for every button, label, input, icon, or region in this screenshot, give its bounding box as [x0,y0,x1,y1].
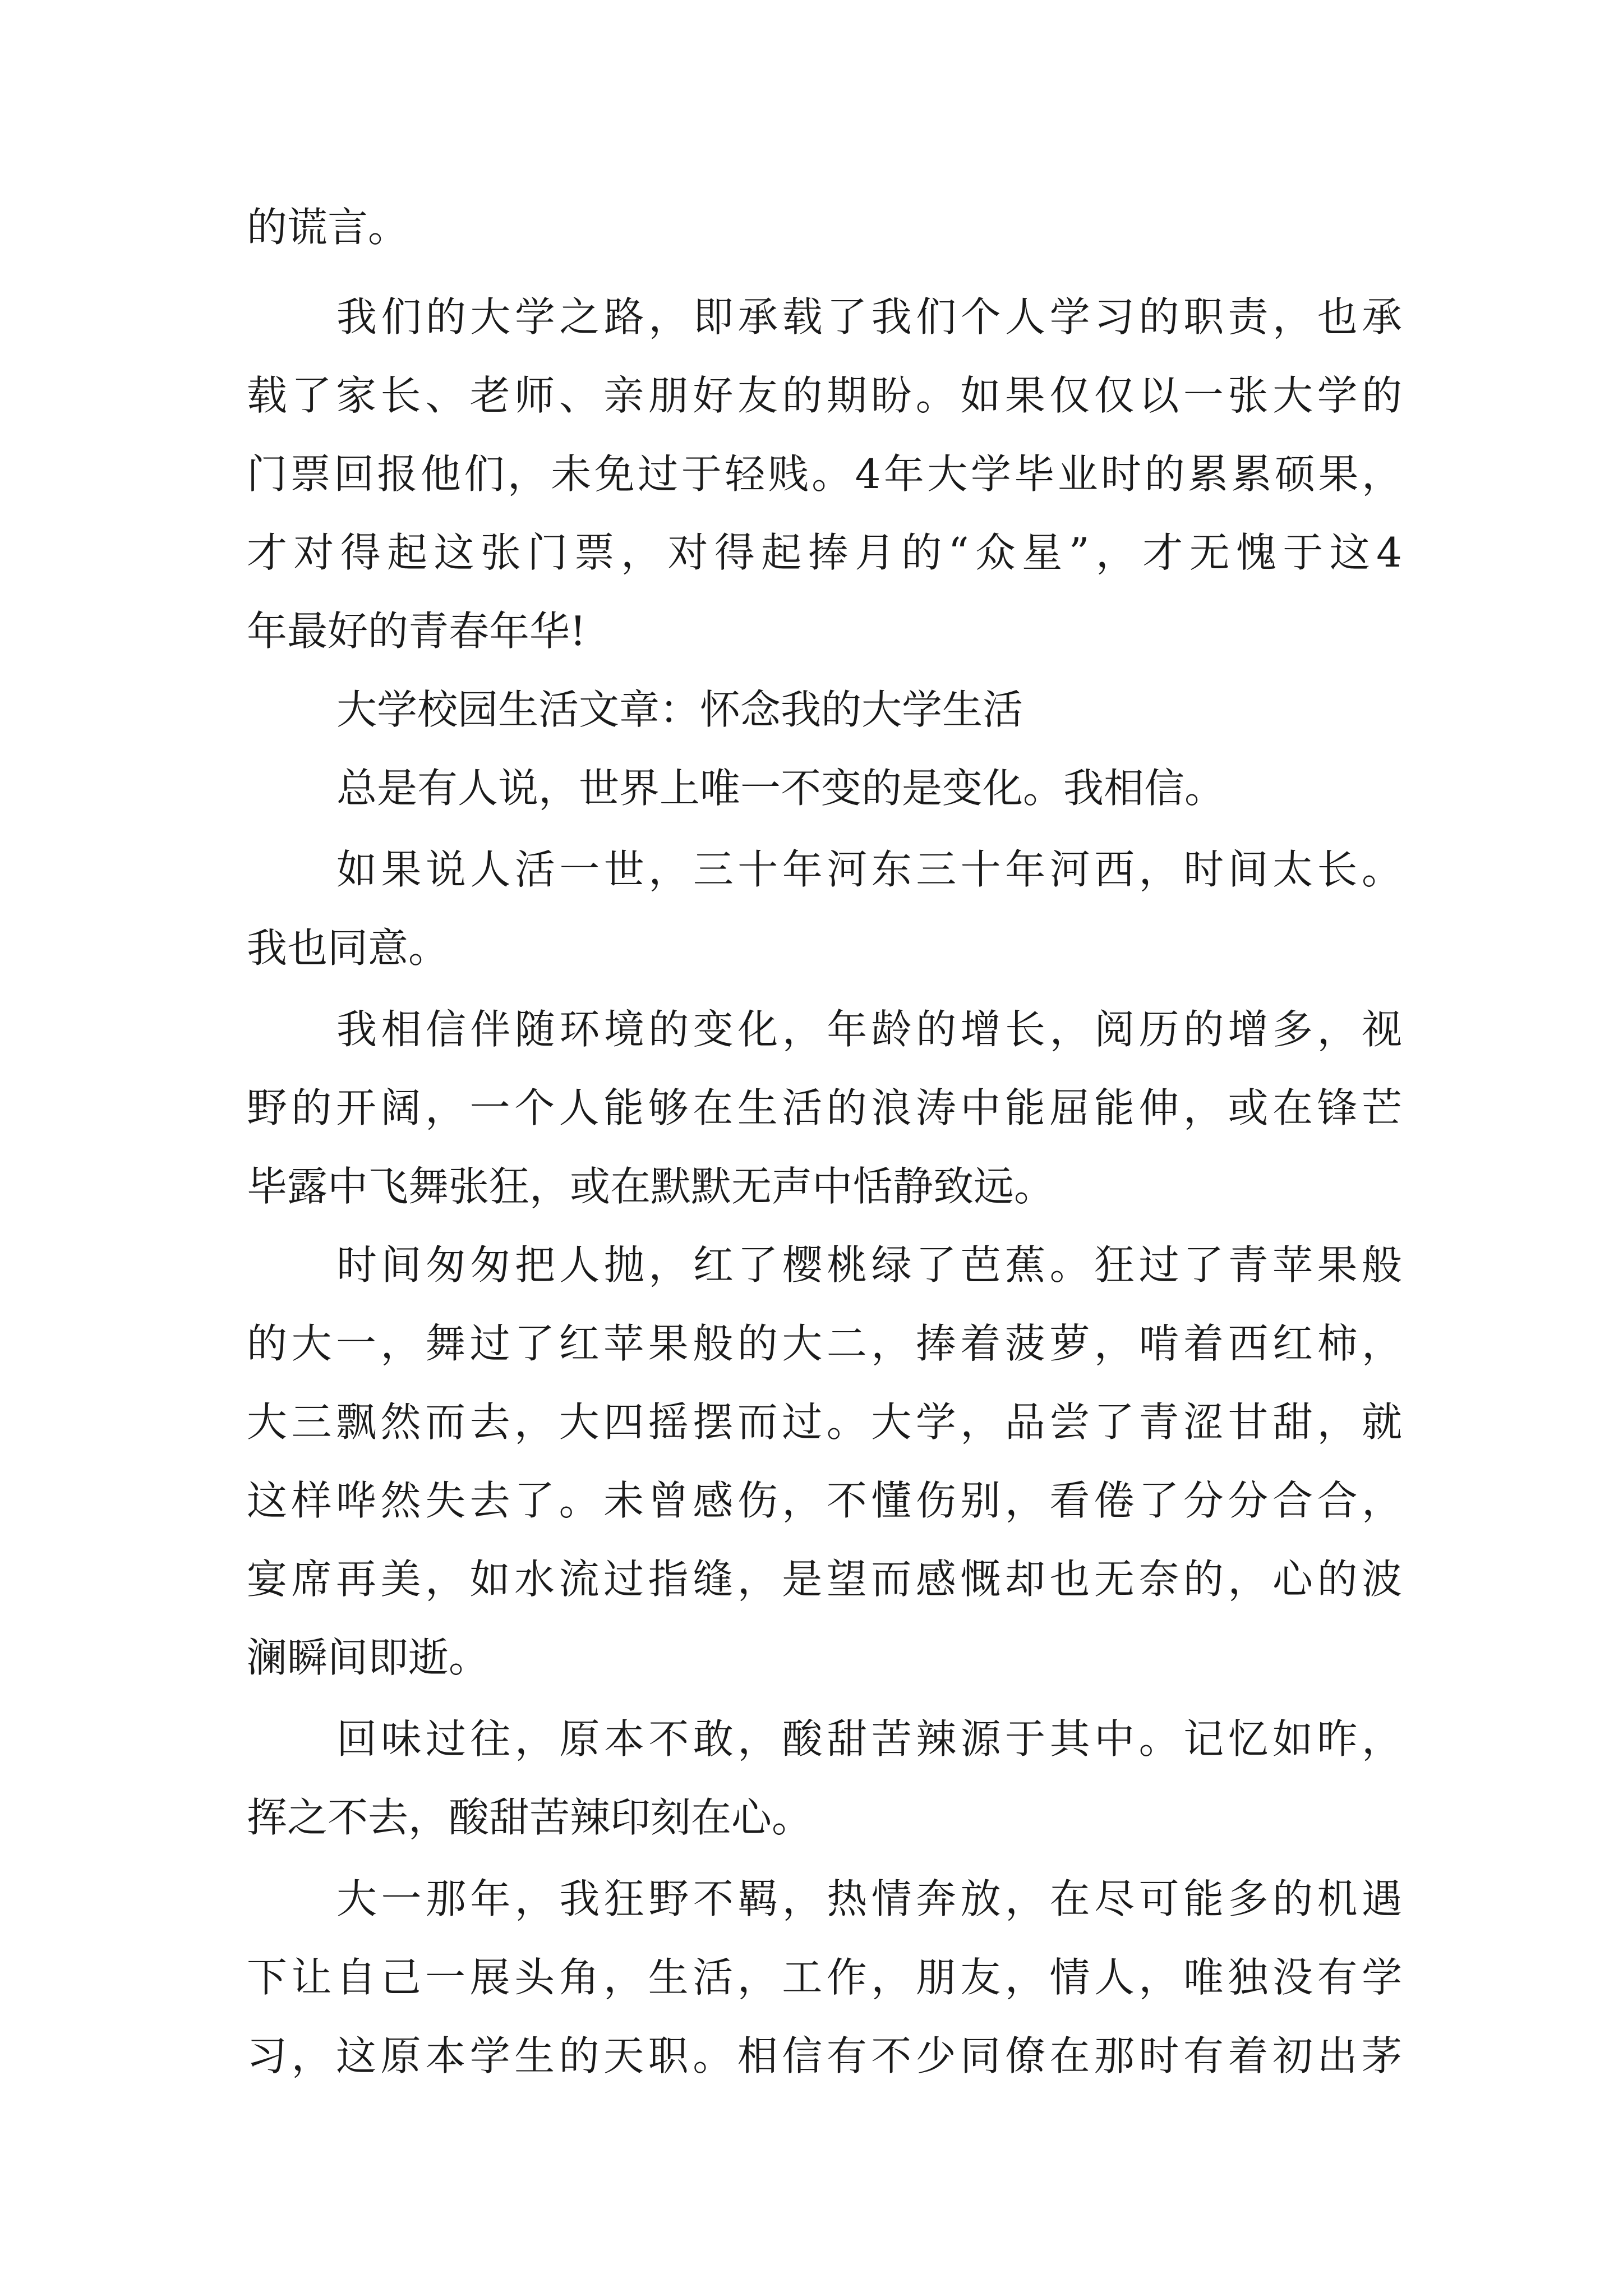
text-line-4: 门票回报他们，未免过于轻贱。4年大学毕业时的累累硕果， [247,450,1402,498]
text-line-17: 这样哗然失去了。未曾感伤，不懂伤别，看倦了分分合合， [247,1477,1402,1524]
text-line-8: 总是有人说，世界上唯一不变的是变化。我相信。 [336,765,1225,812]
text-line-5: 才对得起这张门票，对得起捧月的“众星”，才无愧于这4 [247,529,1402,576]
text-line-6: 年最好的青春年华! [247,608,586,655]
text-line-23: 下让自己一展头角，生活，工作，朋友，情人，唯独没有学 [247,1954,1402,2001]
text-line-16: 大三飘然而去，大四摇摆而过。大学，品尝了青涩甘甜，就 [247,1398,1402,1446]
text-line-12: 野的开阔，一个人能够在生活的浪涛中能屈能伸，或在锋芒 [247,1084,1402,1131]
text-line-11: 我相信伴随环境的变化，年龄的增长，阅历的增多，视 [336,1006,1402,1053]
text-line-24: 习，这原本学生的天职。相信有不少同僚在那时有着初出茅 [247,2032,1402,2079]
text-line-9: 如果说人活一世，三十年河东三十年河西，时间太长。 [336,846,1402,893]
text-line-22: 大一那年，我狂野不羁，热情奔放，在尽可能多的机遇 [336,1875,1402,1922]
text-line-13: 毕露中飞舞张狂，或在默默无声中恬静致远。 [247,1163,1055,1210]
text-line-2: 我们的大学之路，即承载了我们个人学习的职责，也承 [336,293,1402,341]
text-line-14: 时间匆匆把人抛，红了樱桃绿了芭蕉。狂过了青苹果般 [336,1241,1402,1289]
text-line-1: 的谎言。 [247,204,409,251]
text-line-19: 澜瞬间即逝。 [247,1634,490,1681]
text-line-20: 回味过往，原本不敢，酸甜苦辣源于其中。记忆如昨， [336,1715,1402,1763]
text-line-3: 载了家长、老师、亲朋好友的期盼。如果仅仅以一张大学的 [247,372,1402,419]
text-line-21: 挥之不去，酸甜苦辣印刻在心。 [247,1794,813,1841]
text-line-18: 宴席再美，如水流过指缝，是望而感慨却也无奈的，心的波 [247,1556,1402,1603]
text-line-10: 我也同意。 [247,924,449,972]
text-line-15: 的大一，舞过了红苹果般的大二，捧着菠萝，啃着西红柿， [247,1320,1402,1367]
text-line-7: 大学校园生活文章：怀念我的大学生活 [336,686,1023,733]
